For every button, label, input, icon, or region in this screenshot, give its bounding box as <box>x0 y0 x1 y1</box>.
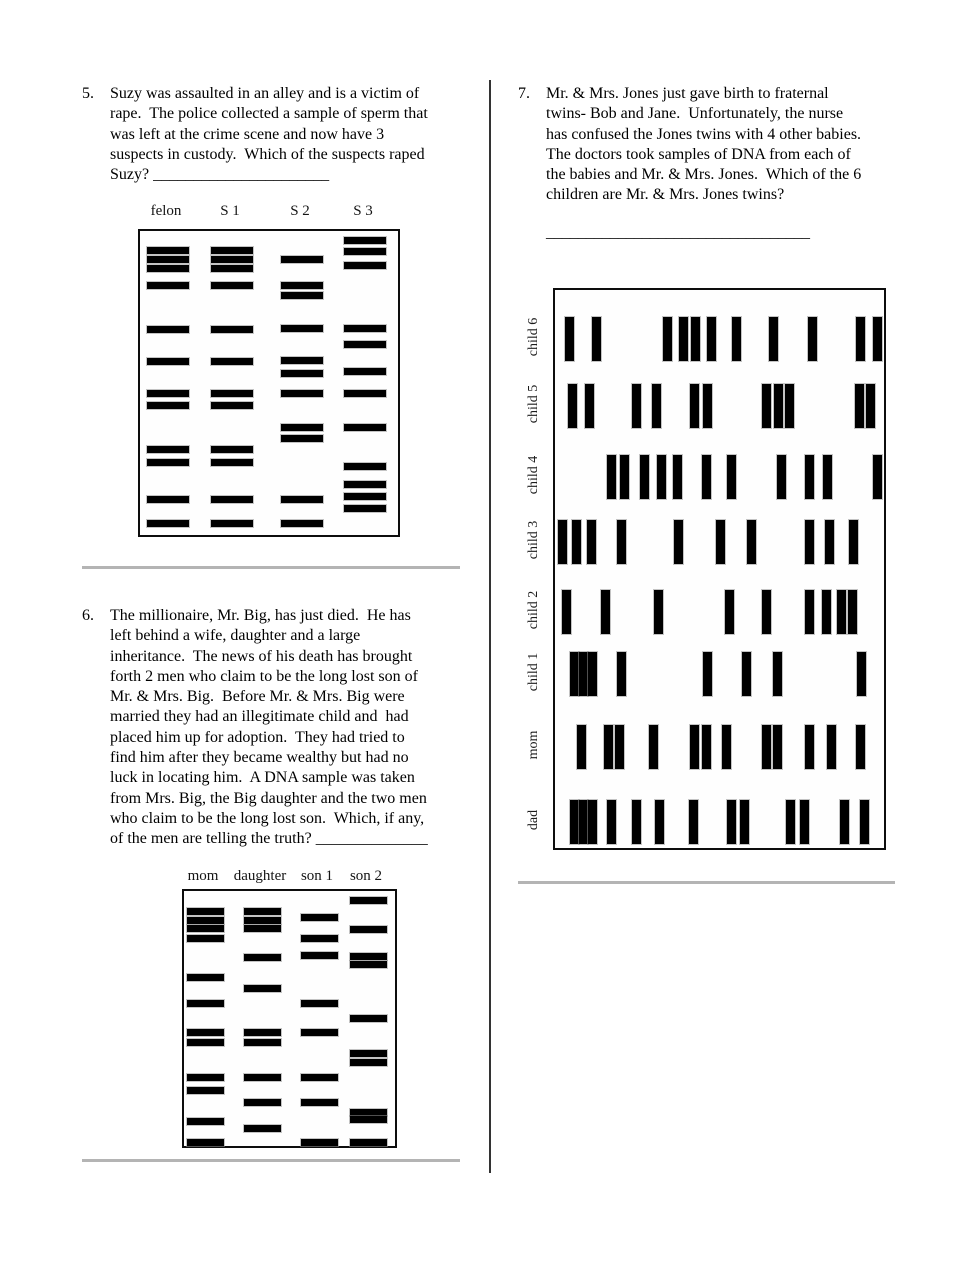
gel-band <box>244 925 281 932</box>
gel-band <box>211 402 253 409</box>
q6-line: forth 2 men who claim to be the long lost son of <box>110 667 418 685</box>
gel-band <box>860 800 869 844</box>
gel-band <box>837 590 846 634</box>
gel-row-label: child 4 <box>526 455 541 495</box>
q6-line: Mr. & Mrs. Big. Before Mr. & Mrs. Big were <box>110 688 405 706</box>
gel-band <box>211 496 253 503</box>
gel-band <box>244 1074 281 1081</box>
gel-band <box>147 256 189 263</box>
gel-band <box>786 800 795 844</box>
gel-band <box>615 725 624 769</box>
gel-band <box>827 725 836 769</box>
gel-band <box>722 725 731 769</box>
gel-lane-label: S 3 <box>353 203 373 219</box>
q7-line: The doctors took samples of DNA from each of <box>546 145 851 163</box>
gel-band <box>211 459 253 466</box>
gel-band <box>740 800 749 844</box>
q7-gel-box <box>553 288 886 850</box>
gel-band <box>147 265 189 272</box>
gel-band <box>856 725 865 769</box>
gel-band <box>674 520 683 564</box>
gel-row-label: child 3 <box>526 520 541 560</box>
q5-text <box>110 84 428 185</box>
gel-band <box>769 317 778 361</box>
gel-row-label: child 1 <box>526 652 541 692</box>
gel-band <box>849 520 858 564</box>
gel-band <box>588 652 597 696</box>
gel-band <box>762 384 771 428</box>
q5-line: was left at the crime scene and now have 3 <box>110 125 385 143</box>
gel-band <box>655 800 664 844</box>
gel-band <box>725 590 734 634</box>
gel-band <box>147 247 189 254</box>
gel-band <box>607 800 616 844</box>
gel-band <box>652 384 661 428</box>
gel-band <box>773 725 782 769</box>
gel-band <box>350 1109 387 1116</box>
q5-gel-box <box>138 229 400 537</box>
gel-band <box>840 800 849 844</box>
gel-row-label: child 2 <box>526 590 541 630</box>
section-divider <box>518 881 895 884</box>
gel-band <box>187 1000 224 1007</box>
gel-band <box>211 446 253 453</box>
gel-band <box>187 925 224 932</box>
gel-band <box>808 317 817 361</box>
q5-number: 5. <box>82 85 94 102</box>
gel-band <box>703 384 712 428</box>
gel-band <box>350 897 387 904</box>
section-divider <box>82 1159 460 1162</box>
gel-band <box>187 1074 224 1081</box>
gel-band <box>716 520 725 564</box>
gel-band <box>187 917 224 924</box>
q5-line: suspects in custody. Which of the suspects raped <box>110 145 425 163</box>
gel-band <box>617 520 626 564</box>
gel-band <box>640 455 649 499</box>
gel-band <box>579 652 588 696</box>
q6-line: inheritance. The news of his death has brought <box>110 647 413 665</box>
q6-line: married they had an illegitimate child and had <box>110 708 409 726</box>
gel-band <box>727 800 736 844</box>
gel-band <box>187 1029 224 1036</box>
gel-band <box>301 1099 338 1106</box>
gel-band <box>301 1029 338 1036</box>
gel-band <box>785 384 794 428</box>
q6-line: The millionaire, Mr. Big, has just died. He has <box>110 607 411 624</box>
gel-band <box>350 1015 387 1022</box>
gel-band <box>577 725 586 769</box>
gel-lane-label: S 2 <box>290 203 310 219</box>
gel-band <box>147 390 189 397</box>
gel-band <box>604 725 613 769</box>
gel-band <box>350 961 387 968</box>
gel-band <box>632 800 641 844</box>
gel-band <box>565 317 574 361</box>
gel-band <box>301 914 338 921</box>
gel-band <box>244 917 281 924</box>
gel-lane-label: son 1 <box>300 868 334 884</box>
gel-band <box>649 725 658 769</box>
q6-line: from Mrs. Big, the Big daughter and the two men <box>110 789 427 807</box>
gel-band <box>147 326 189 333</box>
gel-band <box>244 1125 281 1132</box>
gel-band <box>301 935 338 942</box>
gel-band <box>654 590 663 634</box>
gel-band <box>707 317 716 361</box>
gel-band <box>632 384 641 428</box>
gel-band <box>187 935 224 942</box>
gel-row-label: mom <box>526 730 541 760</box>
gel-band <box>211 256 253 263</box>
q5-gel <box>138 203 400 537</box>
gel-band <box>344 341 386 348</box>
q7-text <box>546 84 861 206</box>
gel-row-label: child 6 <box>526 317 541 357</box>
q7-line: Mr. & Mrs. Jones just gave birth to fraternal <box>546 85 829 102</box>
gel-band <box>187 1139 224 1146</box>
gel-band <box>592 317 601 361</box>
q6-line: find him after they became wealthy but had no <box>110 749 409 767</box>
gel-band <box>562 590 571 634</box>
gel-band <box>211 358 253 365</box>
gel-band <box>147 496 189 503</box>
gel-band <box>244 1029 281 1036</box>
q7-line: has confused the Jones twins with 4 other babies. <box>546 125 862 143</box>
gel-band <box>301 1074 338 1081</box>
gel-band <box>301 1000 338 1007</box>
q7-line: children are Mr. & Mrs. Jones twins? <box>546 186 785 204</box>
gel-band <box>866 384 875 428</box>
gel-band <box>211 282 253 289</box>
q6-gel-box <box>182 889 397 1148</box>
gel-band <box>301 952 338 959</box>
gel-band <box>855 384 864 428</box>
gel-band <box>147 459 189 466</box>
q6-number: 6. <box>82 607 94 624</box>
gel-band <box>281 325 323 332</box>
gel-lane-label: daughter <box>233 868 287 884</box>
gel-band <box>774 384 783 428</box>
gel-band <box>873 317 882 361</box>
gel-lane-label: mom <box>187 868 219 884</box>
gel-band <box>344 505 386 512</box>
gel-band <box>568 384 577 428</box>
gel-lane-label: son 2 <box>349 868 383 884</box>
gel-band <box>244 954 281 961</box>
gel-band <box>805 590 814 634</box>
q7-line: twins- Bob and Jane. Unfortunately, the nurse <box>546 105 844 123</box>
gel-band <box>147 402 189 409</box>
gel-band <box>762 725 771 769</box>
gel-band <box>856 317 865 361</box>
gel-band <box>747 520 756 564</box>
gel-band <box>579 800 588 844</box>
gel-lane-label: S 1 <box>220 203 240 219</box>
gel-band <box>187 1118 224 1125</box>
gel-band <box>587 520 596 564</box>
gel-band <box>147 282 189 289</box>
gel-band <box>344 248 386 255</box>
gel-band <box>570 800 579 844</box>
gel-band <box>800 800 809 844</box>
gel-band <box>607 455 616 499</box>
gel-band <box>673 455 682 499</box>
gel-band <box>187 1087 224 1094</box>
gel-band <box>601 590 610 634</box>
gel-band <box>679 317 688 361</box>
gel-band <box>703 652 712 696</box>
gel-band <box>805 520 814 564</box>
gel-band <box>281 282 323 289</box>
gel-band <box>301 1139 338 1146</box>
q7-answer-blank: _________________________________ <box>546 224 810 241</box>
gel-band <box>211 247 253 254</box>
gel-band <box>281 292 323 299</box>
gel-band <box>350 1059 387 1066</box>
gel-band <box>244 985 281 992</box>
gel-band <box>690 725 699 769</box>
gel-band <box>147 520 189 527</box>
gel-band <box>848 590 857 634</box>
gel-band <box>857 652 866 696</box>
gel-band <box>281 357 323 364</box>
q6-line: who claim to be the long lost son. Which, if any, <box>110 809 425 827</box>
q6-line: left behind a wife, daughter and a large <box>110 627 361 645</box>
gel-band <box>281 435 323 442</box>
gel-band <box>344 424 386 431</box>
gel-band <box>147 446 189 453</box>
gel-band <box>777 455 786 499</box>
gel-band <box>727 455 736 499</box>
q6-line: luck in locating him. A DNA sample was taken <box>110 769 415 787</box>
gel-band <box>805 725 814 769</box>
q7-gel <box>520 288 886 850</box>
gel-band <box>244 1039 281 1046</box>
gel-band <box>585 384 594 428</box>
gel-band <box>691 317 700 361</box>
gel-band <box>187 974 224 981</box>
gel-band <box>281 256 323 263</box>
q6-line: of the men are telling the truth? ______________ <box>110 830 428 848</box>
gel-band <box>344 262 386 269</box>
gel-band <box>732 317 741 361</box>
gel-band <box>211 326 253 333</box>
gel-band <box>344 368 386 375</box>
gel-band <box>281 390 323 397</box>
gel-band <box>657 455 666 499</box>
gel-band <box>244 908 281 915</box>
gel-band <box>344 481 386 488</box>
q5-line: Suzy? ______________________ <box>110 166 330 184</box>
gel-band <box>350 926 387 933</box>
gel-band <box>762 590 771 634</box>
gel-band <box>663 317 672 361</box>
gel-band <box>823 455 832 499</box>
section-divider <box>82 566 460 569</box>
gel-band <box>620 455 629 499</box>
gel-band <box>690 384 699 428</box>
q6-text <box>110 606 428 850</box>
gel-band <box>873 455 882 499</box>
q6-line: placed him up for adoption. They had tried to <box>110 728 405 746</box>
gel-band <box>350 953 387 960</box>
gel-band <box>211 265 253 272</box>
gel-row-label: child 5 <box>526 384 541 424</box>
gel-row-label: dad <box>526 809 541 831</box>
gel-band <box>617 652 626 696</box>
gel-band <box>344 493 386 500</box>
gel-band <box>344 463 386 470</box>
gel-band <box>244 1099 281 1106</box>
gel-band <box>344 390 386 397</box>
gel-lane-label: felon <box>150 203 182 219</box>
gel-band <box>281 424 323 431</box>
q5-line: rape. The police collected a sample of sperm that <box>110 105 428 123</box>
gel-band <box>558 520 567 564</box>
gel-band <box>572 520 581 564</box>
gel-band <box>350 1139 387 1146</box>
gel-band <box>822 590 831 634</box>
gel-band <box>187 908 224 915</box>
gel-band <box>281 520 323 527</box>
gel-band <box>825 520 834 564</box>
gel-band <box>702 725 711 769</box>
column-rule <box>489 80 491 1173</box>
gel-band <box>281 370 323 377</box>
q7-line: the babies and Mr. & Mrs. Jones. Which of the 6 <box>546 166 862 184</box>
gel-band <box>187 1039 224 1046</box>
q7-number: 7. <box>518 85 530 102</box>
gel-band <box>211 520 253 527</box>
gel-band <box>350 1116 387 1123</box>
gel-band <box>773 652 782 696</box>
gel-band <box>702 455 711 499</box>
gel-band <box>344 325 386 332</box>
gel-band <box>147 358 189 365</box>
q5-line: Suzy was assaulted in an alley and is a victim of <box>110 85 420 102</box>
gel-band <box>742 652 751 696</box>
gel-band <box>570 652 579 696</box>
gel-band <box>689 800 698 844</box>
q6-gel <box>182 868 397 1148</box>
gel-band <box>211 390 253 397</box>
gel-band <box>805 455 814 499</box>
gel-band <box>350 1050 387 1057</box>
gel-band <box>281 496 323 503</box>
gel-band <box>344 237 386 244</box>
gel-band <box>588 800 597 844</box>
